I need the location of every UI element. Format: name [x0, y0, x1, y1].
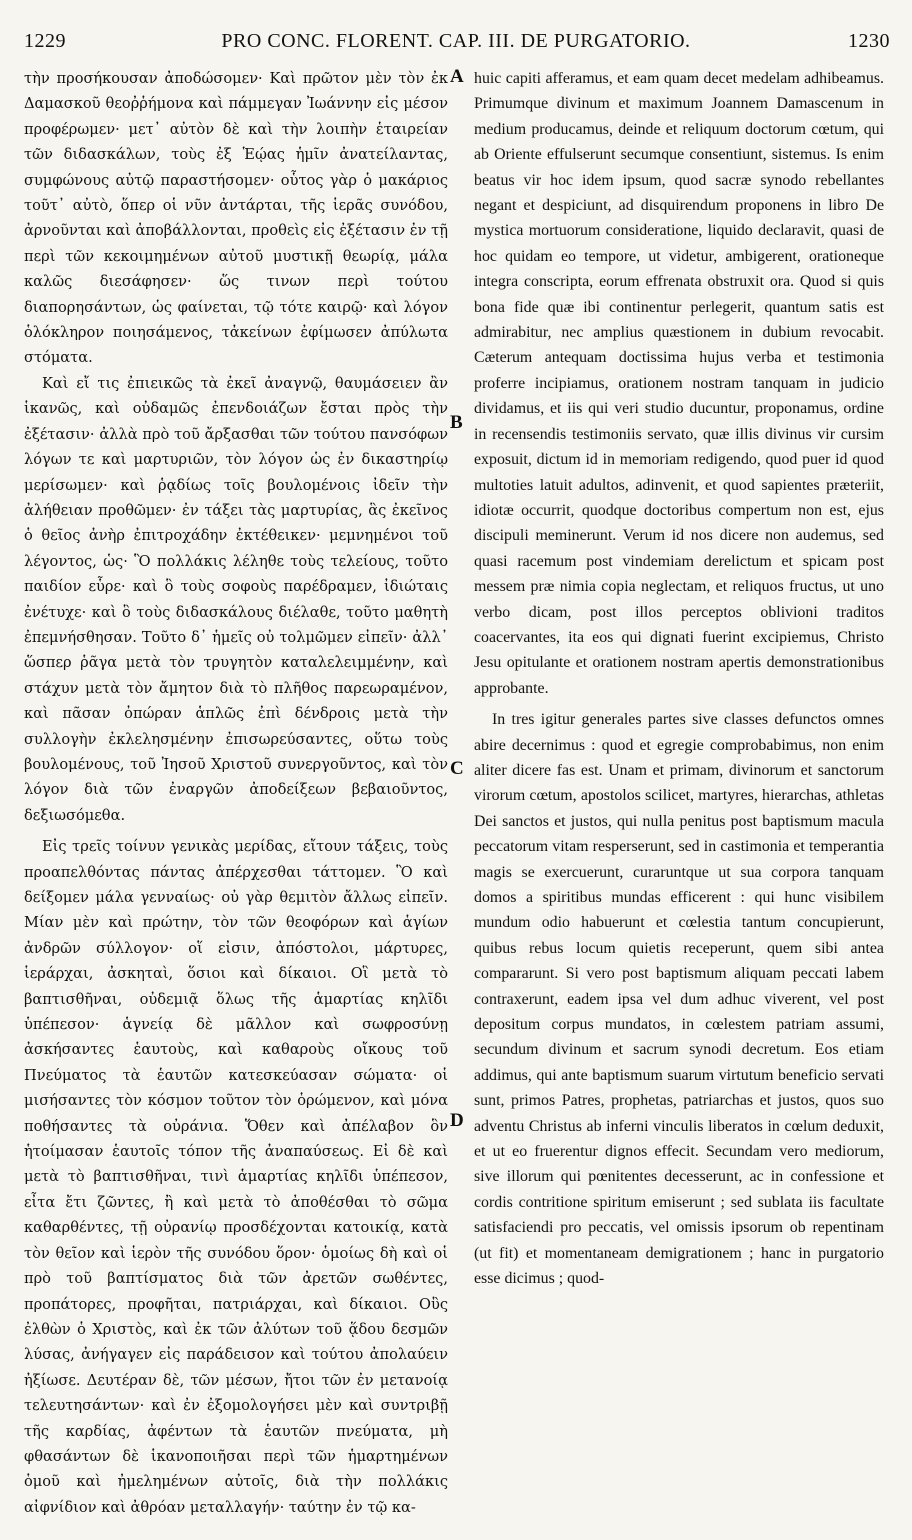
right-page-number: 1230: [848, 30, 890, 52]
running-title: PRO CONC. FLORENT. CAP. III. DE PURGATORIO.: [221, 30, 691, 52]
greek-paragraph: Εἰς τρεῖς τοίνυν γενικὰς μερίδας, εἴτουν τάξεις, τοὺς προαπελθόντας πάντας ἀπέρχεσθαι τάττομεν. Ὃ καὶ δείξομεν μάλα γενναίως· οὐ γὰρ θεμιτὸν ἄλλως εἰπεῖν. Μίαν μὲν καὶ πρώτην, τὸν τῶν θεοφόρων καὶ ἁγίων ἀνδρῶν σύλλογον· οἵ εἰσιν, ἀπόστολοι, μάρτυρες, ἱεράρχαι, ἀσκηταὶ, ὅσιοι καὶ δίκαιοι. Οἳ μετὰ τὸ βαπτισθῆναι, οὐδεμιᾷ ὅλως τῆς ἁμαρτίας κηλῖδι ὑπέπεσον· ἁγνείᾳ δὲ μᾶλλον καὶ σωφροσύνῃ ἀσκήσαντες ἑαυτοὺς, καὶ καθαροὺς οἴκους τοῦ Πνεύματος τὰ ἑαυτῶν κατεσκεύασαν σώματα· οἱ μισήσαντες τὸν κόσμον τοῦτον τὸν ὁρώμενον, καὶ μόνα ποθήσαντες τὰ οὐράνια. Ὅθεν καὶ ἀπέλαβον ὃν ἡτοίμασαν ἑαυτοῖς τόπον τῆς ἀναπαύσεως. Εἰ δὲ καὶ μετὰ τὸ βαπτισθῆναι, τινὶ ἁμαρτίας κηλῖδι ὑπέπεσον, εἶτα ἔτι ζῶντες, ἢ καὶ μετὰ τὸ ἀποθέσθαι τὸ σῶμα καθαρθέντες, τῇ οὐρανίῳ προσδέχονται κατοικίᾳ, κατὰ τὸν θεῖον καὶ ἱερὸν τῆς συνόδου ὅρον· ὁμοίως δὴ καὶ οἱ πρὸ τοῦ βαπτίσματος διὰ τῶν ἀρετῶν σωθέντες, προπάτορες, προφῆται, πατριάρχαι, καὶ δίκαιοι. Οὓς ἐλθὼν ὁ Χριστὸς, καὶ ἐκ τῶν ἀλύτων τοῦ ᾅδου δεσμῶν λύσας, ἀνήγαγεν εἰς παράδεισον καὶ τούτου ἀπολαύειν ἠξίωσε. Δευτέραν δὲ, τῶν μέσων, ἤτοι τῶν ἐν μετανοίᾳ τελευτησάντων· καὶ ἐν ἐξομολογήσει μὲν καὶ συντριβῇ τῆς καρδίας, ἀφέντων τὰ ἑαυτῶν πνεύματα, μὴ φθασάντων δὲ ἱκανοποιῆσαι περὶ τῶν ἡμαρτημένων ὁμοῦ καὶ ἠμελημένων αὐτοῖς, διὰ τὴν πολλάκις αἰφνίδιον καὶ ἀθρόαν μεταλλαγήν· ταύτην ἐν τῷ κα-: [24, 838, 448, 1516]
greek-paragraph: τὴν προσήκουσαν ἀποδώσομεν· Καὶ πρῶτον μὲν τὸν ἐκ Δαμασκοῦ θεοῤῥήμονα καὶ πάμμεγαν Ἰωάννην εἰς μέσον προφέρωμεν· μετ᾽ αὐτὸν δὲ καὶ τὴν λοιπὴν ἑταιρείαν τῶν διδασκάλων, τοὺς ἐξ Ἑῴας ἡμῖν ἀνατείλαντας, συμφώνους αὐτῷ παραστήσομεν· οὗτος γὰρ ὁ μακάριος τοῦτ᾽ αὐτὸ, ὅπερ οἱ νῦν ἀντάρται, τῆς ἱερᾶς συνόδου, ἀρνοῦνται καὶ ἀποβάλλονται, προθεὶς εἰς ἐξέτασιν ἐν τῇ περὶ τῶν κεκοιμημένων αὐτοῦ μυστικῇ θεωρίᾳ, μάλα καλῶς διεσάφησεν· ὥς τινων περὶ τούτου διαπορησάντων, ὡς φαίνεται, τῷ τότε καιρῷ· καὶ λόγον ὁλόκληρον ποιησάμενος, τἀκείνων ἐφίμωσεν ἀπύλωτα στόματα.: [24, 70, 448, 367]
latin-paragraph: In tres igitur generales partes sive classes defunctos omnes abire decernimus : quod et egregie comprobabimus, non enim aliter dicere fas est. Unam et primam, divinorum et sanctorum virorum cœtum, apostolos scilicet, martyres, hierarchas, athletas Dei sanctos et justos, qui nulla penitus post baptismum macula peccatorum vitam resperserunt, sed in castimonia et temperantia magis se exercuerunt, curaruntque ut sua corpora tanquam domos a spiritibus mundas efficerent : qui hunc visibilem mundum odio habuerunt et cœlestia tantum concupierunt, quibus rebus locum quietis receperunt, quem sibi antea compararunt. Si vero post baptismum aliquam peccati labem contraxerunt, eadem ipsa vel dum adhuc viverent, vel post depositum corpus mundatos, in cœlestem patriam assumi, secundum divinum et sacrum synodi decretum. Eos etiam addimus, qui ante baptismum suarum virtutum beneficio servati sunt, primos Patres, prophetas, patriarchas et justos, quos suo adventu Christus ab inferni vinculis liberatos in cœlum deduxit, et ut eo fruerentur dignos effecit. Secundam vero mediorum, sive illorum qui pœnitentes decesserunt, ac in confessione et cordis contritione spiritum emiserunt ; sed sublata iis facultate satisfaciendi pro peccatis, vel omissis ipsorum ob repentinam (ut fit) et momentaneam demigrationem ; hanc in purgatorio esse dicimus ; quod-: [474, 711, 884, 1288]
greek-paragraph: Καὶ εἴ τις ἐπιεικῶς τὰ ἐκεῖ ἀναγνῷ, θαυμάσειεν ἂν ἱκανῶς, καὶ οὐδαμῶς ἐπενδοιάζων ἔσται πρὸς τὴν ἐξέτασιν· ἀλλὰ πρὸ τοῦ ἄρξασθαι τῶν τούτου πανσόφων λόγων τε καὶ μαρτυριῶν, τὸν λόγον ὡς ἐν δικαστηρίῳ μερίσωμεν· καὶ ῥᾳδίως τοῖς βουλομένοις ἰδεῖν τὴν ἀλήθειαν προθῶμεν· ἐν τάξει τὰς μαρτυρίας, ἃς ἐκεῖνος ὁ θεῖος ἀνὴρ ἐπιτροχάδην ἐκτέθεικεν· μεμνημένοι τοῦ λέγοντος, ὡς· Ὃ πολλάκις λέληθε τοὺς τελείους, τοῦτο παιδίον εὗρε· καὶ ὃ τοὺς σοφοὺς παρέδραμεν, ἰδιώταις ἐνέτυχε· καὶ ὃ τοὺς διδασκάλους διέλαθε, τοῦτο μαθητὴ ἐπεμνήσθησαν. Τοῦτο δ᾽ ἡμεῖς οὐ τολμῶμεν εἰπεῖν· ἀλλ᾽ ὥσπερ ῥᾶγα μετὰ τὸν τρυγητὸν καταλελειμμένην, καὶ στάχυν μετὰ τὸν ἄμητον διὰ τὸ πλῆθος παρεωραμένον, καὶ πᾶσαν ὀπώραν ἁπλῶς ἐπὶ δένδροις μετὰ τὴν συλλογὴν ἐκλελησμένην ἐπισωρεύσαντες, οὕτω τοὺς βουλομένους, τοῦ Ἰησοῦ Χριστοῦ συνεργοῦντος, καὶ τὸν λόγον διὰ τῶν ἐναργῶν ἀποδείξεων βεβαιοῦντος, δεξιωσόμεθα.: [24, 374, 448, 824]
greek-column: [24, 66, 448, 1520]
margin-marker-b: B: [450, 412, 463, 433]
latin-column: [474, 66, 884, 1292]
margin-marker-d: D: [450, 1110, 464, 1131]
running-header: [0, 22, 912, 62]
left-page-number: 1229: [24, 30, 66, 52]
margin-marker-a: A: [450, 66, 464, 87]
margin-marker-c: C: [450, 758, 464, 779]
latin-paragraph: huic capiti afferamus, et eam quam decet medelam adhibeamus. Primumque divinum et maximum Joannem Damascenum in medium producamus, deinde et reliquum doctorum cœtum, qui ab Oriente effulserunt secumque consentiunt, sistemus. Is enim beatus vir hoc idem ipsum, quod sacræ synodo rebellantes negant et despiciunt, ad disquirendum proponens in libro De mystica mortuorum consideratione, liquido declaravit, quasi de hoc quidam eo tempore, ut videtur, ambigerent, orationeque integra conscripta, eorum effrenata obstruxit ora. Quod si quis bona fide quæ ibi continentur perlegerit, quantum satis est admirabitur, nec amplius quæstionem in dubium revocabit. Cæterum antequam doctissima hujus verba et testimonia proferre incipiamus, orationem nostram tanquam in judicio dividamus, et iis qui veri studio ducuntur, proponamus, ordine in recensendis testimoniis servato, quæ illis divinus vir cursim exposuit, dictum id in memoriam redigendo, quod puer id quod multoties latuit adultos, adinvenit, et quod sapientes præteriit, idiotæ occurrit, quodque doctoribus compertum non est, ejus discipuli meminerunt. Verum id nos dicere non audemus, sed quasi racemum post vindemiam derelictum et spicam post messem præ nimia copia neglectam, et reliquos fructus, ut uno verbo dicam, post illos perceptos oblivioni traditos coacervantes, ita eos qui dignati fuerint excipiemus, Christo Jesu opitulante et orationem nostram apertis demonstrationibus approbante.: [474, 70, 884, 697]
